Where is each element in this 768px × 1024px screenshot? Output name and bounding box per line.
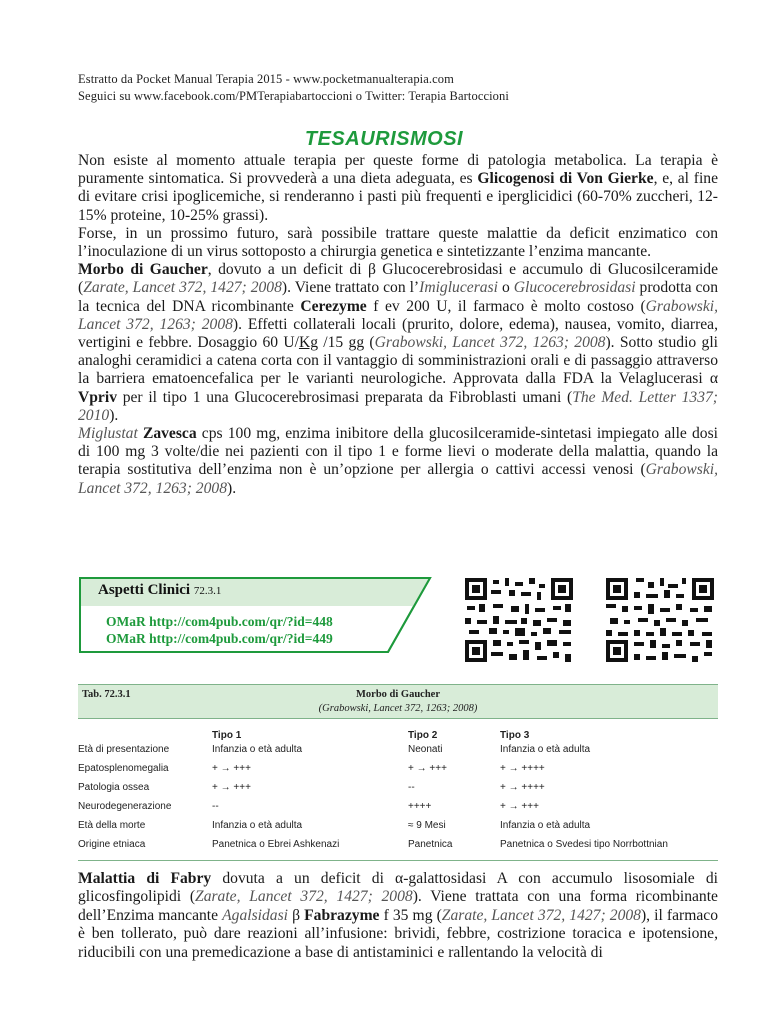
table-cell: Panetnica o Svedesi tipo Norrbottnian [500, 839, 668, 850]
table-cell: -- [408, 782, 415, 793]
text-run: ). Sotto studio gli analoghi ceramidici a catena corta con il vantaggio di somministrazioni orali e di passaggio attraverso la barriera ematoencefalica per le varianti neurologiche. Approvata dalla FDA la Velaglucerasi α [78, 334, 718, 388]
text-run: per il tipo 1 una Glucocerebrosimasi preparata da Fibroblasti umani ( [116, 388, 573, 406]
brand-name: Vpriv [78, 388, 117, 406]
main-text [78, 152, 718, 498]
table-cell: ≈ 9 Mesi [408, 820, 446, 831]
drug-name: Glucocerebrosidasi [513, 279, 636, 297]
qr-code-icon[interactable] [463, 576, 575, 664]
table-row [78, 744, 718, 763]
text-run: ), il farmaco è ben tollerato, può dare reazioni all’infusione: brividi, febbre, costrizione toracica e ipotensione, riducibili con una premedicazione a base di antistaminici e rallentando la velocità di [78, 906, 718, 961]
text-run: Non esiste al momento attuale terapia per queste forme di patologia metabolica. La terapia è puramente sintomatica. Si provvederà a una dieta adeguata, es [78, 152, 718, 188]
text-run-underline: Kg [298, 334, 318, 352]
text-run: , e, al fine di evitare crisi ipoglicemiche, si renderanno i pasti più frequenti e iperglicidici (60-70% zuccheri, 12-15% proteine, 10-25% grassi). [78, 170, 718, 224]
drug-name: Agalsidasi [222, 906, 288, 924]
brand-name: Fabrazyme [304, 906, 380, 924]
header-line-2: Seguici su www.facebook.com/PMTerapiabartoccioni o Twitter: Terapia Bartoccioni [78, 89, 509, 103]
fabry-text [78, 870, 718, 962]
table-row [78, 763, 718, 782]
table-cell: + → +++ [212, 782, 251, 793]
clinical-aspects-box [78, 576, 428, 654]
table-title: Morbo di Gaucher [356, 689, 440, 700]
page-header [78, 71, 509, 105]
page-title: TESAURISMOSI [304, 128, 464, 150]
column-header: Tipo 1 [212, 730, 242, 741]
clinical-title-number: 72.3.1 [193, 585, 222, 597]
citation: Zarate, Lancet 372, 1427; 2008 [441, 906, 641, 924]
table-cell: Neonati [408, 744, 443, 755]
qr-code-icon[interactable] [604, 576, 716, 664]
table-header [78, 684, 718, 719]
clinical-box-title [98, 582, 221, 599]
brand-name: Zavesca [142, 425, 197, 443]
table-row [78, 782, 718, 801]
table-cell: Neurodegenerazione [78, 801, 172, 812]
table-column-headers [78, 730, 718, 744]
table-cell: Età di presentazione [78, 744, 170, 755]
gaucher-table [78, 684, 718, 861]
term-fabry: Malattia di Fabry [78, 870, 212, 887]
text-run: dovuta a un deficit di α-galattosidasi A con accumulo lisosomiale di glicosfingolipidi ( [78, 870, 718, 906]
paragraph-fabry [78, 870, 718, 962]
table-subtitle: (Grabowski, Lancet 372, 1263; 2008) [318, 703, 478, 714]
paragraph-intro [78, 152, 718, 225]
brand-name: Cerezyme [300, 297, 367, 315]
clinical-title-text: Aspetti Clinici [98, 582, 191, 598]
citation: Zarate, Lancet 372, 1427; 2008 [83, 279, 282, 297]
table-cell: Panetnica o Ebrei Ashkenazi [212, 839, 340, 850]
text-run: , dovuto a un deficit di β Glucocerebrosidasi e accumulo di Glucosilceramide ( [78, 261, 718, 297]
table-cell: Panetnica [408, 839, 453, 850]
text-run: /15 gg ( [318, 334, 375, 352]
omar-link-448[interactable]: OMaR http://com4pub.com/qr/?id=448 [106, 614, 333, 629]
text-run: cps 100 mg, enzima inibitore della glucosilceramide-sintetasi impiegato alle dosi di 100 mg 3 volte/die nei pazienti con il tipo 1 e forme lievi o moderate della malattia, quando la terapia sostitutiva dell’enzima non è un’opzione per allergia o cattivi accessi venosi ( [78, 425, 718, 479]
table-row [78, 820, 718, 839]
table-cell: Infanzia o età adulta [500, 744, 591, 755]
table-label: Tab. 72.3.1 [82, 689, 131, 700]
table-cell: -- [212, 801, 219, 812]
citation: Grabowski, Lancet 372, 1263; 2008 [78, 461, 718, 497]
citation: Grabowski, Lancet 372, 1263; 2008 [78, 297, 718, 333]
text-run: ). Effetti collaterali locali (prurito, dolore, edema), nausea, vomito, diarrea, vertigini e febbre. Dosaggio 60 U/ [78, 315, 718, 352]
citation: The Med. Letter 1337; 2010 [78, 388, 718, 424]
table-cell: Infanzia o età adulta [212, 820, 303, 831]
table-cell: ++++ [408, 801, 432, 812]
term-gaucher: Morbo di Gaucher [78, 261, 208, 279]
table-cell: + → ++++ [500, 763, 545, 774]
table-cell: Patologia ossea [78, 782, 150, 793]
table-row [78, 801, 718, 820]
table-cell: + → ++++ [500, 782, 545, 793]
drug-name: Imiglucerasi [419, 279, 498, 297]
table-cell: Infanzia o età adulta [212, 744, 303, 755]
column-header: Tipo 2 [408, 730, 438, 741]
text-run: f 35 mg ( [379, 906, 442, 924]
text-run: ). Viene trattata con una forma ricombinante dell’Enzima mancante [78, 888, 718, 924]
citation: Zarate, Lancet 372, 1427; 2008 [195, 888, 413, 906]
omar-link-449[interactable]: OMaR http://com4pub.com/qr/?id=449 [106, 631, 333, 646]
text-run: β [288, 906, 305, 924]
table-cell: + → +++ [408, 763, 447, 774]
text-run: f ev 200 U, il farmaco è molto costoso ( [366, 297, 646, 315]
citation: Grabowski, Lancet 372, 1263; 2008 [374, 334, 606, 352]
table-cell: + → +++ [500, 801, 539, 812]
paragraph-miglustat [78, 425, 718, 498]
paragraph-future: Forse, in un prossimo futuro, sarà possibile trattare queste malattie da deficit enzimatico con l’inoculazione di un virus sottoposto a chirurgia genetica e sintetizzante l’enzima mancante. [78, 224, 718, 261]
table-row [78, 839, 718, 861]
table-cell: Età della morte [78, 820, 146, 831]
text-run: o [497, 279, 514, 297]
table-cell: + → +++ [212, 763, 251, 774]
drug-name: Miglustat [78, 425, 138, 443]
text-run: ). [109, 406, 119, 424]
paragraph-gaucher [78, 261, 718, 425]
header-line-1: Estratto da Pocket Manual Terapia 2015 - www.pocketmanualterapia.com [78, 72, 454, 86]
table-cell: Origine etniaca [78, 839, 146, 850]
table-cell: Infanzia o età adulta [500, 820, 591, 831]
text-run: ). Viene trattato con l’ [281, 279, 420, 297]
text-run: ). [227, 479, 237, 497]
text-run-bold: Glicogenosi di Von Gierke [477, 170, 654, 188]
table-cell: Epatosplenomegalia [78, 763, 169, 774]
column-header: Tipo 3 [500, 730, 530, 741]
text-run: prodotta con la tecnica del DNA ricombinante [78, 279, 719, 315]
